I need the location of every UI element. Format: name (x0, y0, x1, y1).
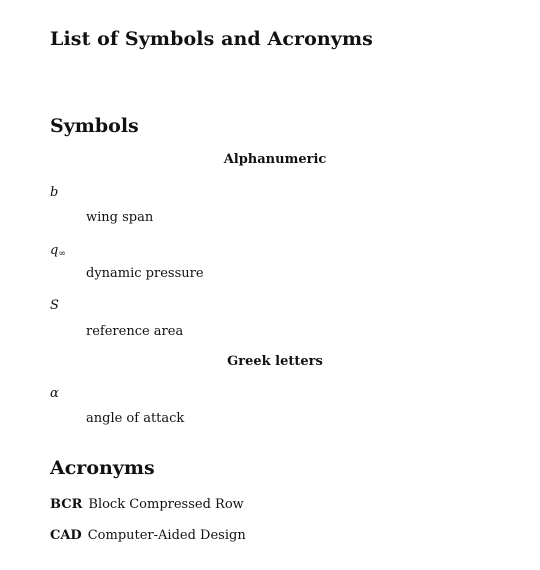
greek-letters-heading: Greek letters (227, 354, 323, 369)
symbol-b-description: wing span (86, 210, 154, 225)
symbol-alpha: α (50, 386, 59, 401)
acronym-row (50, 528, 246, 543)
document-title: List of Symbols and Acronyms (50, 28, 373, 50)
symbol-b: b (50, 185, 59, 200)
symbols-heading: Symbols (50, 115, 139, 137)
acronyms-heading: Acronyms (50, 457, 155, 479)
alphanumeric-heading: Alphanumeric (223, 152, 327, 167)
symbol-S-description: reference area (86, 324, 184, 339)
symbol-S: S (50, 298, 59, 313)
symbol-q-subscript: ∞ (58, 249, 66, 259)
symbol-alpha-description: angle of attack (86, 411, 185, 426)
symbol-q-infinity: $q_\infty$ (50, 243, 66, 259)
acronym-row (50, 497, 244, 512)
symbol-q-description: dynamic pressure (86, 266, 204, 281)
acronym-meaning: Block Compressed Row (88, 497, 244, 512)
acronym-abbr: CAD (50, 528, 82, 543)
acronym-abbr: BCR (50, 497, 83, 512)
acronym-meaning: Computer-Aided Design (87, 528, 246, 543)
